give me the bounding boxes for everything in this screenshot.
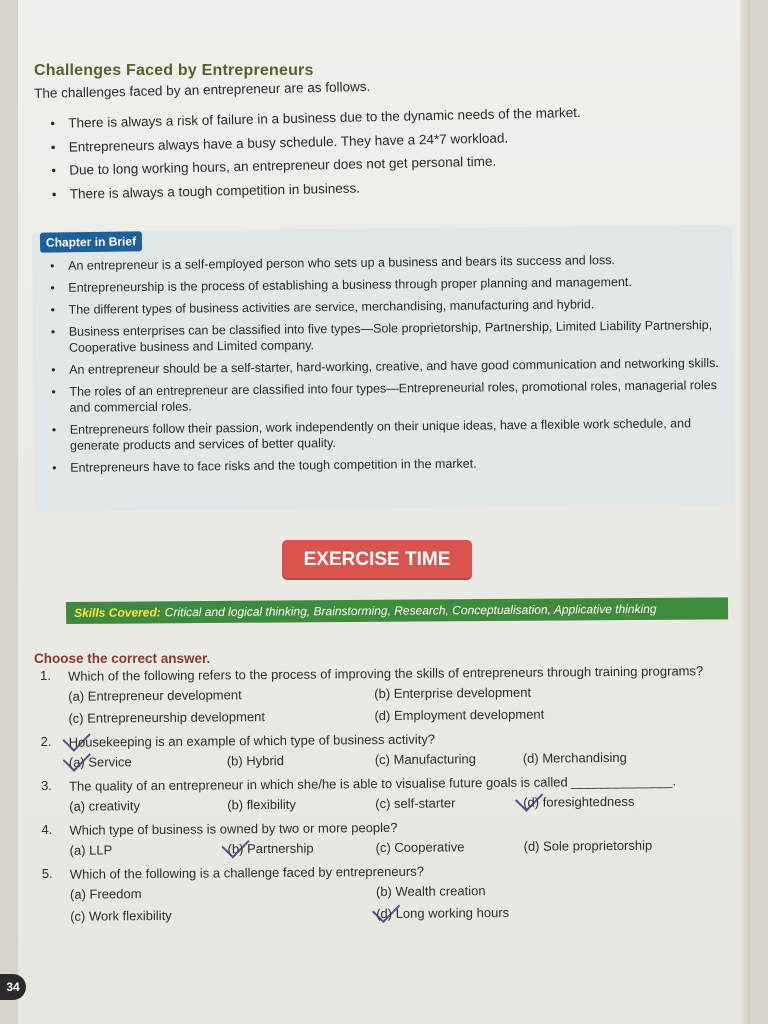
page-number: 34 (0, 974, 26, 1000)
option-b[interactable]: (b) flexibility (227, 796, 296, 813)
question-text: Which of the following is a challenge faced by entrepreneurs? (69, 863, 424, 882)
option-c[interactable]: (c) Manufacturing (374, 751, 477, 768)
answer-options (40, 680, 740, 730)
question-text: Which of the following refers to the process of improving the skills of entrepreneurs through training programs? (68, 663, 704, 684)
question-number: 2. (40, 733, 52, 749)
skills-text: Critical and logical thinking, Brainstorming, Research, Conceptualisation, Applicative thinking (164, 601, 657, 620)
question-number: 1. (40, 667, 51, 683)
option-c[interactable]: (c) Entrepreneurship development (68, 709, 266, 726)
option-b[interactable]: (b) Hybrid (226, 752, 284, 769)
question-2 (41, 728, 741, 774)
chapter-brief-list (50, 251, 732, 482)
option-c[interactable]: (c) Cooperative (375, 839, 465, 856)
list-item: • Entrepreneurship is the process of establishing a business through proper planning and management. (50, 273, 730, 296)
question-4 (41, 816, 741, 862)
skills-bar (66, 597, 728, 624)
list-item: • An entrepreneur should be a self-starter, hard-working, creative, and have good communication and networking skills. (51, 355, 731, 378)
option-a[interactable]: (a) Service (68, 754, 132, 770)
option-d[interactable]: (d) foresightedness (523, 793, 635, 810)
question-3 (41, 772, 741, 818)
question-1 (40, 662, 741, 730)
option-b[interactable]: (b) Wealth creation (375, 883, 486, 900)
skills-label: Skills Covered: (74, 605, 161, 620)
question-number: 4. (41, 821, 53, 837)
list-item: • There is always a risk of failure in a business due to the dynamic needs of the market. (50, 99, 690, 136)
question-number: 5. (41, 865, 53, 881)
list-item: • The different types of business activities are service, merchandising, manufacturing and hybrid. (50, 295, 730, 318)
option-d[interactable]: (d) Employment development (374, 706, 545, 724)
section-heading: Challenges Faced by Entrepreneurs (34, 62, 314, 79)
exercise-banner: EXERCISE TIME (282, 540, 472, 580)
option-a[interactable]: (a) LLP (69, 842, 113, 858)
question-number: 3. (40, 777, 52, 793)
answer-options (41, 746, 741, 774)
question-text: Which type of business is owned by two or more people? (69, 819, 398, 838)
chapter-brief-tag: Chapter in Brief (40, 231, 142, 252)
answer-options (42, 834, 742, 862)
textbook-page (18, 0, 750, 1024)
question-text: The quality of an entrepreneur in which she/he is able to visualise future goals is called ______________. (68, 773, 677, 794)
list-item: • The roles of an entrepreneur are classified into four types—Entrepreneurial roles, promotional roles, managerial roles and commercial roles. (51, 377, 731, 416)
option-c[interactable]: (c) self-starter (375, 795, 456, 812)
section-intro: The challenges faced by an entrepreneur are as follows. (34, 78, 371, 101)
option-b[interactable]: (b) Partnership (227, 840, 314, 857)
list-item: • Entrepreneurs always have a busy schedule. They have a 24*7 workload. (50, 122, 690, 159)
list-item: • There is always a tough competition in business. (51, 169, 691, 206)
option-d[interactable]: (d) Merchandising (522, 749, 627, 766)
option-a[interactable]: (a) Freedom (69, 886, 142, 902)
question-text: Housekeeping is an example of which type of business activity? (68, 731, 436, 750)
list-item: • Due to long working hours, an entrepreneur does not get personal time. (51, 146, 691, 183)
list-item: • Business enterprises can be classified into five types—Sole proprietorship, Partnership, Limited Liability Partnership, Cooperative business and Limited company. (51, 317, 731, 356)
option-a[interactable]: (a) Entrepreneur development (68, 687, 242, 704)
option-c[interactable]: (c) Work flexibility (70, 907, 172, 924)
exercise-instruction: Choose the correct answer. (34, 651, 211, 666)
list-item: • Entrepreneurs have to face risks and the tough competition in the market. (52, 453, 732, 476)
list-item: • An entrepreneur is a self-employed person who sets up a business and bears its success and loss. (50, 251, 730, 274)
list-item: • Entrepreneurs follow their passion, work independently on their unique ideas, have a flexible work schedule, and generate products and services of better quality. (52, 415, 732, 454)
challenges-list (50, 99, 692, 206)
option-d[interactable]: (d) Sole proprietorship (523, 837, 653, 854)
question-list (40, 662, 742, 932)
question-5 (42, 860, 743, 928)
option-d[interactable]: (d) Long working hours (376, 904, 510, 922)
option-a[interactable]: (a) creativity (69, 798, 141, 814)
answer-options (41, 790, 741, 818)
option-b[interactable]: (b) Enterprise development (374, 684, 532, 702)
